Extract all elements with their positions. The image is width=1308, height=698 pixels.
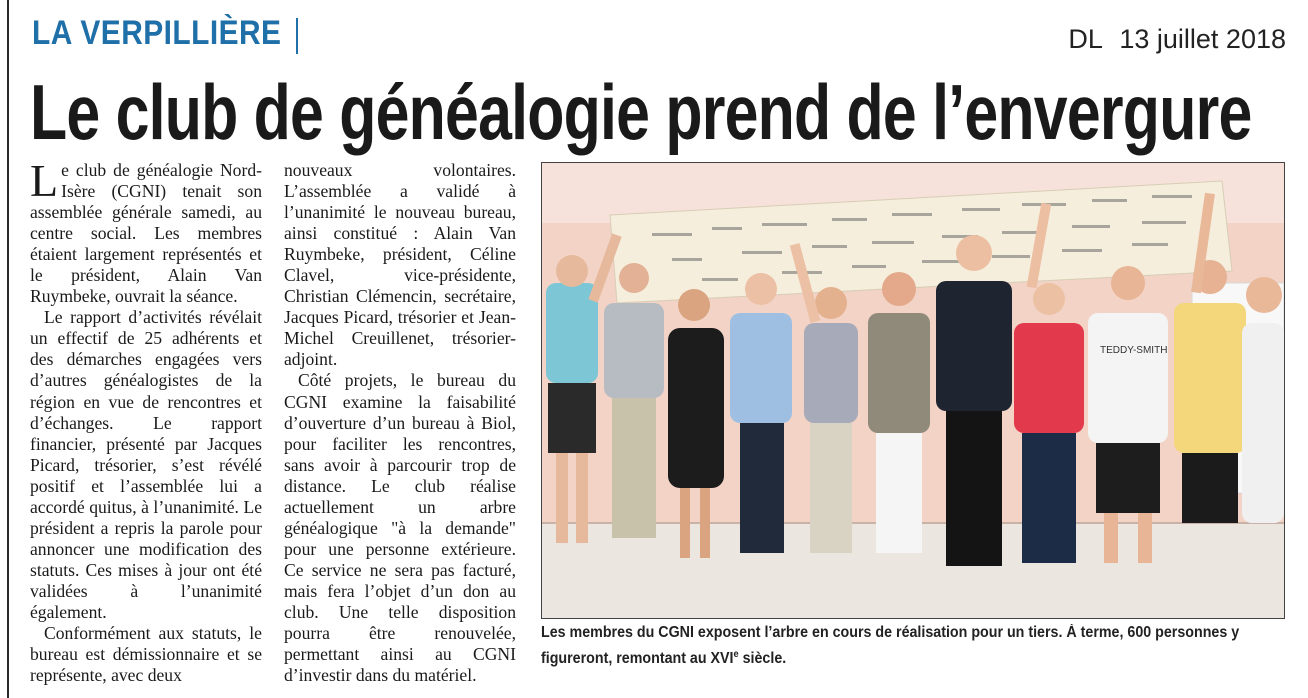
section-divider xyxy=(296,18,298,54)
source-dateline xyxy=(1068,24,1286,55)
dropcap: L xyxy=(30,155,59,206)
photo-caption: Les membres du CGNI exposent l’arbre en cours de réalisation pour un tiers. À terme, 600 personnes y figureront, remontant au XVIe siècle. xyxy=(541,624,1240,668)
left-margin-rule xyxy=(7,0,9,698)
paragraph-3-continued: nouveaux volontaires. L’assemblée a validé à l’unanimité le nouveau bureau, ainsi constitué : Alain Van Ruymbeke, président, Céline Clavel, vice-présidente, Christian Clémencin, secrétaire, Jacques Picard, trésorier et Jean-Michel Creuillenet, trésorier-adjoint. xyxy=(284,160,516,370)
paragraph-1: Le club de généalogie Nord-Isère (CGNI) tenait son assemblée générale samedi, au centre social. Les membres étaient largement représentés et le président, Alain Van Ruymbeke, ouvrait la séance. xyxy=(30,155,262,307)
paragraph-4: Côté projets, le bureau du CGNI examine la faisabilité d’ouverture d’un bureau à Biol, pour faciliter les rencontres, sans avoir à parcourir trop de distance. Le club réalise actuellement un arbre généalogique "à la demande" pour une personne extérieure. Ce service ne sera pas facturé, mais fera l’objet d’un don au club. Une telle disposition pourra être renouvelée, permettant ainsi au CGNI d’investir dans du matériel. xyxy=(284,370,516,686)
publication-date: 13 juillet 2018 xyxy=(1119,24,1286,54)
paragraph-2: Le rapport d’activités révélait un effectif de 25 adhérents et des démarches engagées vers d’autres généalogistes de la région en vue de rencontres et d’échanges. Le rapport financier, présenté par Jacques Picard, trésorier, s’est révélé positif et l’assemblée lui a accordé quitus, à l’unanimité. Le président a repris la parole pour annoncer une modification des statuts. Ces mises à jour ont été validées à l’unanimité également. xyxy=(30,307,262,622)
headline: Le club de généalogie prend de l’envergure xyxy=(30,68,1252,156)
article-column-1 xyxy=(30,155,262,686)
group-photo xyxy=(541,162,1285,619)
article-column-2 xyxy=(284,160,516,686)
source-name: DL xyxy=(1068,24,1102,54)
group-photo-illustration xyxy=(542,163,1284,618)
section-title: LA VERPILLIÈRE xyxy=(32,14,282,52)
paragraph-3: Conformément aux statuts, le bureau est démissionnaire et se représente, avec deux xyxy=(30,623,262,686)
tshirt-print: TEDDY-SMITH xyxy=(1100,345,1168,356)
